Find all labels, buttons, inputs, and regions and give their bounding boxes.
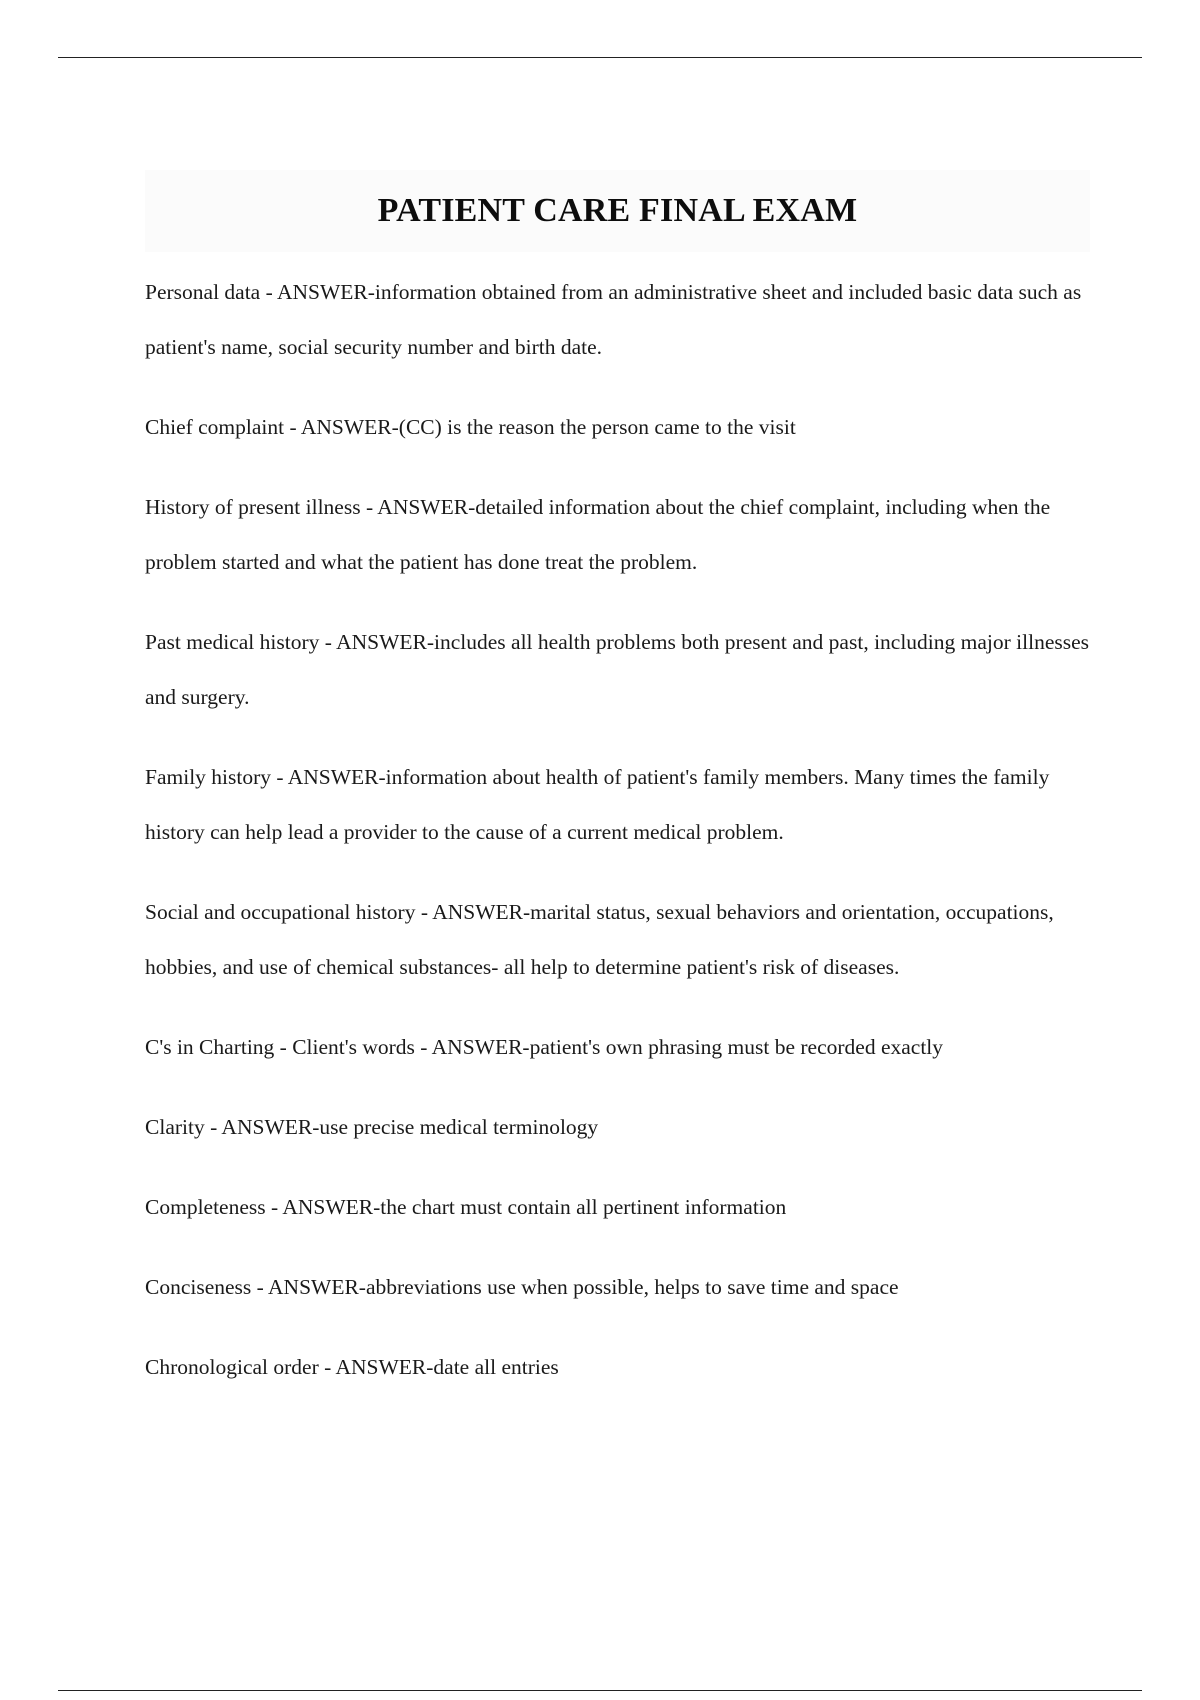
footer-rule (58, 1690, 1142, 1691)
qa-entry-conciseness: Conciseness - ANSWER-abbreviations use when possible, helps to save time and space (145, 1275, 899, 1299)
title-banner (145, 170, 1090, 252)
qa-entry-completeness: Completeness - ANSWER-the chart must contain all pertinent information (145, 1195, 787, 1219)
qa-entry-clarity: Clarity - ANSWER-use precise medical terminology (145, 1115, 599, 1139)
header-rule (58, 57, 1142, 58)
qa-entry-past-medical-history: Past medical history - ANSWER-includes all health problems both present and past, including major illnesses and surgery. (145, 630, 1090, 709)
qa-entry-social-occupational-history: Social and occupational history - ANSWER-marital status, sexual behaviors and orientation, occupations, hobbies, and use of chemical substances- all help to determine patient's risk of diseases. (145, 900, 1054, 979)
qa-entry-personal-data: Personal data - ANSWER-information obtained from an administrative sheet and included basic data such as patient's name, social security number and birth date. (145, 280, 1082, 359)
qa-entry-chief-complaint: Chief complaint - ANSWER-(CC) is the reason the person came to the visit (145, 415, 796, 439)
page-title: PATIENT CARE FINAL EXAM (377, 192, 858, 229)
qa-entry-family-history: Family history - ANSWER-information about health of patient's family members. Many times the family history can help lead a provider to the cause of a current medical problem. (145, 765, 1050, 844)
qa-entry-history-present-illness: History of present illness - ANSWER-detailed information about the chief complaint, including when the problem started and what the patient has done treat the problem. (145, 495, 1051, 574)
qa-list (145, 265, 1090, 1420)
qa-entry-clients-words: C's in Charting - Client's words - ANSWER-patient's own phrasing must be recorded exactly (145, 1035, 944, 1059)
qa-entry-chronological-order: Chronological order - ANSWER-date all entries (145, 1355, 559, 1379)
